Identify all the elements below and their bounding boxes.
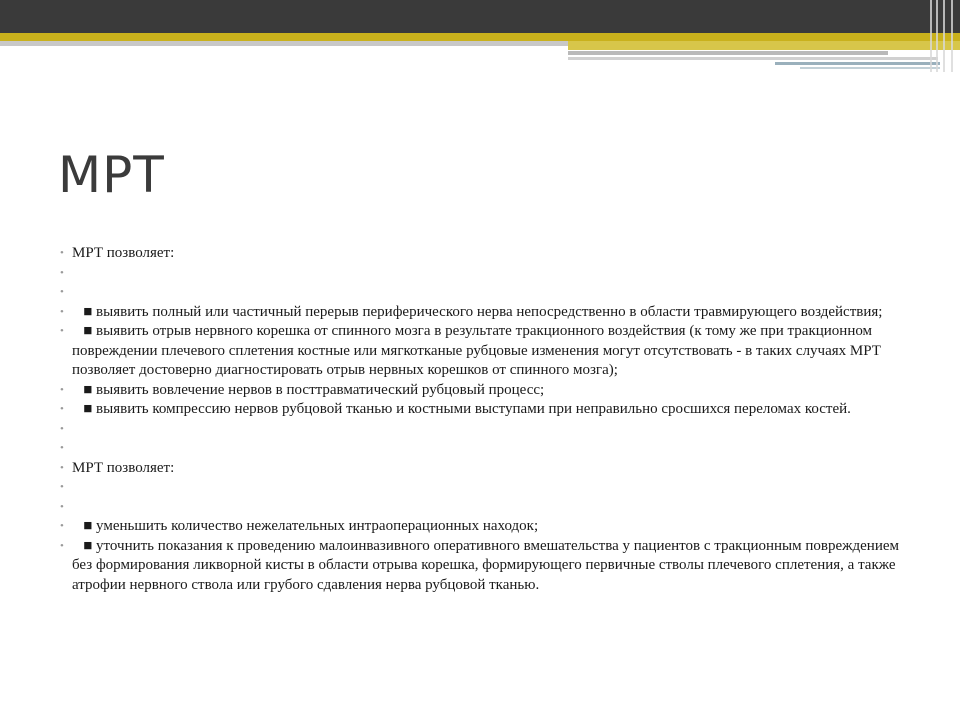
header-gold-band (0, 33, 960, 41)
list-item-text: МРТ позволяет: (72, 245, 175, 261)
bullet-icon: • (60, 266, 64, 279)
list-item (60, 264, 920, 284)
header-stripe (568, 57, 938, 60)
list-item-text: МРТ позволяет: (72, 459, 175, 476)
list-item-text: ■ уменьшить количество нежелательных интраоперационных находок; (72, 518, 539, 534)
header-gold-step (568, 41, 960, 50)
bullet-icon: • (60, 442, 64, 454)
list-item (60, 283, 920, 303)
list-item (60, 420, 920, 440)
bullet-icon: • (60, 500, 64, 513)
list-item (60, 322, 920, 381)
list-item-text: ■ выявить вовлечение нервов в посттравматический рубцовый процесс; (72, 381, 545, 398)
list-item (60, 517, 920, 537)
slide-content-list (60, 244, 920, 595)
list-item (60, 303, 920, 323)
bullet-icon: • (60, 422, 64, 435)
header-shadow-left (0, 41, 568, 46)
list-item (60, 400, 920, 420)
list-item-text: ■ выявить полный или частичный перерыв периферического нерва непосредственно в области травмирующего воздействия; (72, 303, 883, 320)
slide-title: МРТ (58, 146, 165, 204)
bullet-icon: • (60, 481, 64, 493)
header-vertical-lines (926, 0, 960, 72)
bullet-icon: • (60, 539, 64, 552)
list-item-text: ■ уточнить показания к проведению малоинвазивного оперативного вмешательства у пациентов с тракционным повреждением без формирования ликворной кисты в области отрыва корешка, формирующего первичные стволы плечевого сплетения, а также атрофии нервного ствола или грубого сдавления нерва рубцовой тканью. (72, 537, 903, 593)
bullet-icon: • (60, 286, 64, 298)
list-item (60, 537, 920, 596)
list-item (60, 244, 920, 264)
bullet-icon: • (60, 520, 64, 532)
header-stripe-blue (775, 62, 940, 65)
bullet-icon: • (60, 325, 64, 337)
bullet-icon: • (60, 247, 64, 259)
header-stripe-blue (800, 67, 940, 69)
bullet-icon: • (60, 305, 64, 318)
list-item-text: ■ выявить отрыв нервного корешка от спинного мозга в результате тракционного воздействия (к тому же при тракционном повреждении плечевого сплетения костные или мягкотканые рубцовые изменения могут отсутствовать - в таких случаях МРТ позволяет достоверно диагностировать отрыв нервных корешков от спинного мозга); (72, 323, 885, 378)
header-stripe (568, 51, 888, 55)
list-item (60, 439, 920, 459)
list-item (60, 381, 920, 401)
header-dark-band (0, 0, 960, 33)
bullet-icon: • (60, 461, 64, 474)
list-item (60, 459, 920, 479)
bullet-icon: • (60, 383, 64, 396)
list-item (60, 478, 920, 498)
list-item-text: ■ выявить компрессию нервов рубцовой тканью и костными выступами при неправильно сросшихся переломах костей. (72, 401, 851, 417)
bullet-icon: • (60, 403, 64, 415)
list-item (60, 498, 920, 518)
